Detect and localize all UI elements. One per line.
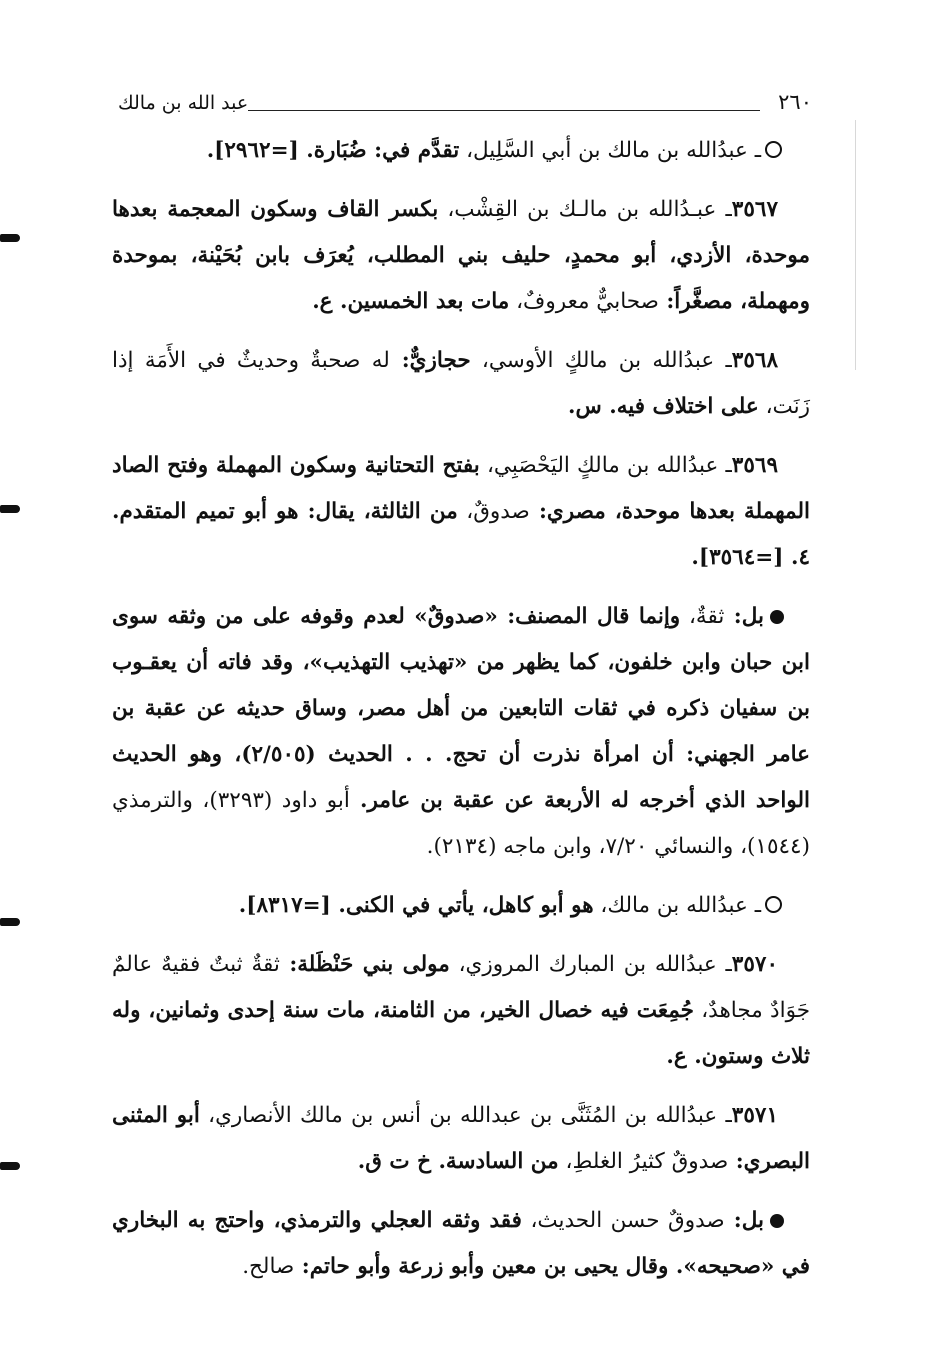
entry-text-bold: أبو المثنى البصري: [112, 1103, 810, 1174]
page-number: ٢٦٠ [778, 90, 812, 114]
entry-text-bold: تقدَّم في: ضُبَارة. [=٢٩٦٢]. [206, 138, 460, 163]
entry-text-bold: بكسر القاف وسكون المعجمة بعدها موحدة، الأزدي، أبو محمدٍ، حليف بني المطلب، يُعرَف بابن بُحَيْنة، بموحدة ومهملة، مصغَّراً: [112, 197, 810, 314]
scan-edge-mark [0, 234, 20, 242]
entry-text-bold: جُمِعَت فيه خصال الخير، من الثامنة، مات سنة إحدى وثمانين، وله ثلاث وستون. ع. [112, 998, 810, 1069]
entry-text-bold: مات بعد الخمسين. ع. [312, 289, 510, 314]
page-header [118, 88, 812, 122]
entry-text-bold: حجازيٌّ: [389, 348, 471, 373]
header-rule [248, 110, 760, 111]
dot-bullet-icon [770, 610, 784, 624]
entry-text-bold: بفتح التحتانية وسكون المهملة وفتح الصاد المهملة بعدها موحدة، مصري: [112, 453, 810, 524]
running-head: عبد الله بن مالك [118, 92, 249, 114]
entry-text-bold: وإنما قال المصنف: «صدوقٌ» لعدم وقوفه على من وثقه سوى ابن حبان وابن خلفون، كما يظهر من «تهذيب التهذيب»، وقد فاته أن يعقـوب بن سفيان ذكره في ثقات التابعين من أهل مصر، وساق حديثه عن عقبة بن عامر الجهني: أن امرأة نذرت أن تحج. . . الحديث (٢/٥٠٥)، وهو الحديث الواحد الذي أخرجه له الأربعة عن عقبة بن عامر. [112, 604, 811, 813]
biography-entry [112, 443, 810, 581]
ring-bullet-icon [765, 896, 782, 913]
scan-edge-mark [0, 918, 20, 926]
entry-text-bold: من الثالثة، يقال: هو أبو تميم المتقدم. ٤. [=٣٥٦٤]. [112, 499, 810, 570]
cross-reference-entry [112, 883, 810, 929]
editor-note [112, 594, 810, 870]
dot-bullet-icon [770, 1214, 784, 1228]
entry-number: ٣٥٦٧ [731, 197, 778, 222]
entry-text-bold: بل: [724, 1208, 764, 1233]
scan-fold-line [855, 120, 856, 370]
entry-text-normal: صالح. [242, 1254, 295, 1279]
entry-text-normal: ـ عبدُالله بن مالك، [593, 893, 761, 918]
entry-text-normal: أبو داود (٣٢٩٣)، والترمذي (١٥٤٤)، والنسائي ٧/٢٠، وابن ماجه (٢١٣٤). [112, 788, 810, 859]
entry-number: ٣٥٧٠ [731, 952, 778, 977]
entry-text-bold: مولى بني حَنْظَلة: [279, 952, 450, 977]
biography-entry [112, 942, 810, 1080]
scan-edge-mark [0, 1162, 20, 1170]
entry-text-normal: ـ عبدُالله بن مالكٍ اليَحْصَبِي، [479, 453, 732, 478]
biography-entry [112, 338, 810, 430]
entry-text-bold: على اختلاف فيه. س. [568, 394, 759, 419]
entry-text-bold: بل: [724, 604, 764, 629]
scan-edge-mark [0, 505, 20, 513]
entry-text-normal: له صحبةٌ وحديثٌ في الأَمَة إذا زَنَت، [112, 348, 810, 419]
cross-reference-entry [112, 128, 810, 174]
entry-text-normal: صحابيٌّ معروفٌ، [509, 289, 659, 314]
entry-text-bold: هو أبو كاهل، يأتي في الكنى. [=٨٣١٧]. [238, 893, 594, 918]
entry-text-normal: ـ عبدُالله بن المُثَنَّى بن عبدالله بن أنس بن مالك الأنصاري، [199, 1103, 732, 1128]
entry-text-normal: ـ عبـدُالله بن مالـك بن القِشْب، [438, 197, 732, 222]
editor-note [112, 1198, 810, 1290]
entry-text-normal: ـ عبدُالله بن مالك بن أبي السَّلِيل، [459, 138, 761, 163]
entry-text-normal: صدوقٌ، [457, 499, 530, 524]
entry-number: ٣٥٦٩ [731, 453, 778, 478]
entry-text-normal: ثقةٌ، [680, 604, 725, 629]
entry-text-normal: ـ عبدُالله بن مالكٍ الأوسي، [470, 348, 732, 373]
entry-number: ٣٥٧١ [731, 1103, 778, 1128]
entry-number: ٣٥٦٨ [731, 348, 778, 373]
biography-entry [112, 1093, 810, 1185]
biography-entry [112, 187, 810, 325]
ring-bullet-icon [765, 141, 782, 158]
entry-text-bold: من السادسة. خ ت ق. [357, 1149, 559, 1174]
entry-text-bold: فقد وثقه العجلي والترمذي، واحتج به البخاري في «صحيحه». وقال يحيى بن معين وأبو زرعة وأبو حاتم: [112, 1208, 810, 1279]
page-body [112, 128, 810, 1303]
entry-text-normal: صدوقٌ حسن الحديث، [521, 1208, 725, 1233]
entry-text-normal: صدوقٌ كثيرُ الغلطِ، [558, 1149, 729, 1174]
entry-text-normal: ـ عبدُالله بن المبارك المروزي، [449, 952, 732, 977]
entry-text-normal: ثقةٌ ثبتٌ فقيهٌ عالمٌ جَوَادٌ مجاهدٌ، [112, 952, 810, 1023]
